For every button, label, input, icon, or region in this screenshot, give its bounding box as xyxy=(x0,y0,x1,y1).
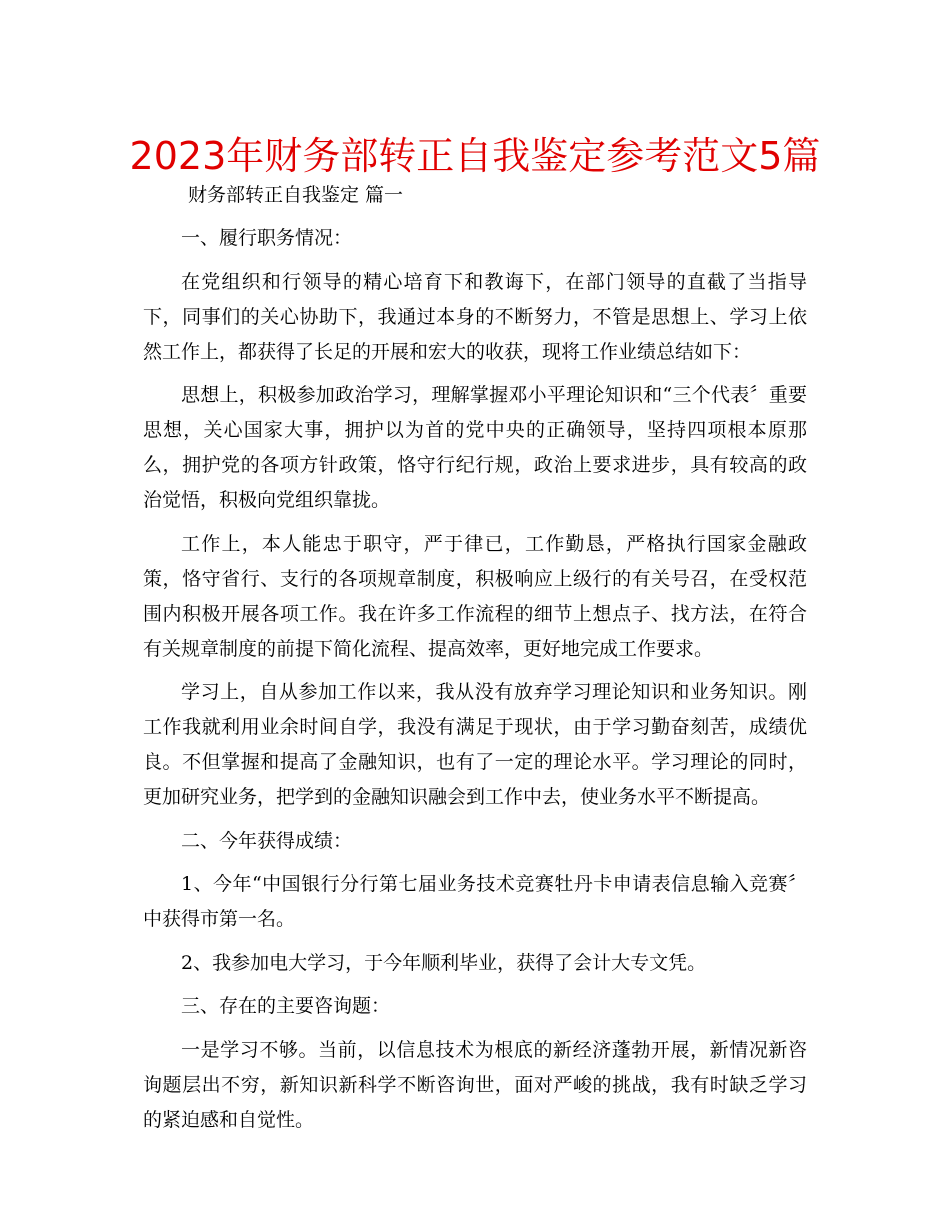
section-subtitle: 财务部转正自我鉴定 篇一 xyxy=(188,184,404,206)
heading-problems: 三、存在的主要咨询题： xyxy=(181,995,391,1017)
paragraph-achievement-2: 2、我参加电大学习，于今年顺利毕业，获得了会计大专文凭。 xyxy=(181,951,707,974)
heading-achievements: 二、今年获得成绩： xyxy=(181,829,353,852)
document-body xyxy=(143,178,807,1146)
paragraph-problem-1: 一是学习不够。当前，以信息技术为根底的新经济蓬勃开展，新情况新咨询题层出不穷，新知识新科学不断咨询世，面对严峻的挑战，我有时缺乏学习的紧迫感和自觉性。 xyxy=(143,1038,807,1131)
paragraph-achievement-1: 1、今年“中国银行分行第七届业务技术竞赛牡丹卡申请表信息输入竞赛〞中获得市第一名。 xyxy=(143,873,807,930)
document-title: 2023年财务部转正自我鉴定参考范文5篇 xyxy=(129,134,821,178)
heading-duties: 一、履行职务情况： xyxy=(181,227,353,249)
paragraph-intro: 在党组织和行领导的精心培育下和教诲下，在部门领导的直截了当指导下，同事们的关心协助下，我通过本身的不断努力，不管是思想上、学习上依然工作上，都获得了长足的开展和宏大的收获，现将工作业绩总结如下： xyxy=(143,270,807,363)
paragraph-thought: 思想上，积极参加政治学习，理解掌握邓小平理论知识和“三个代表〞重要思想，关心国家大事，拥护以为首的党中央的正确领导，坚持四项根本原那么，拥护党的各项方针政策，恪守行纪行规，政治上要求进步，具有较高的政治觉悟，积极向党组织靠拢。 xyxy=(143,384,807,511)
paragraph-work: 工作上，本人能忠于职守，严于律已，工作勤恳，严格执行国家金融政策，恪守省行、支行的各项规章制度，积极响应上级行的有关号召，在受权范围内积极开展各项工作。我在许多工作流程的细节上想点子、找方法，在符合有关规章制度的前提下简化流程、提高效率，更好地完成工作要求。 xyxy=(143,532,807,660)
paragraph-study: 学习上，自从参加工作以来，我从没有放弃学习理论知识和业务知识。刚工作我就利用业余时间自学，我没有满足于现状，由于学习勤奋刻苦，成绩优良。不但掌握和提高了金融知识，也有了一定的理论水平。学习理论的同时，更加研究业务，把学到的金融知识融会到工作中去，使业务水平不断提高。 xyxy=(143,681,807,808)
